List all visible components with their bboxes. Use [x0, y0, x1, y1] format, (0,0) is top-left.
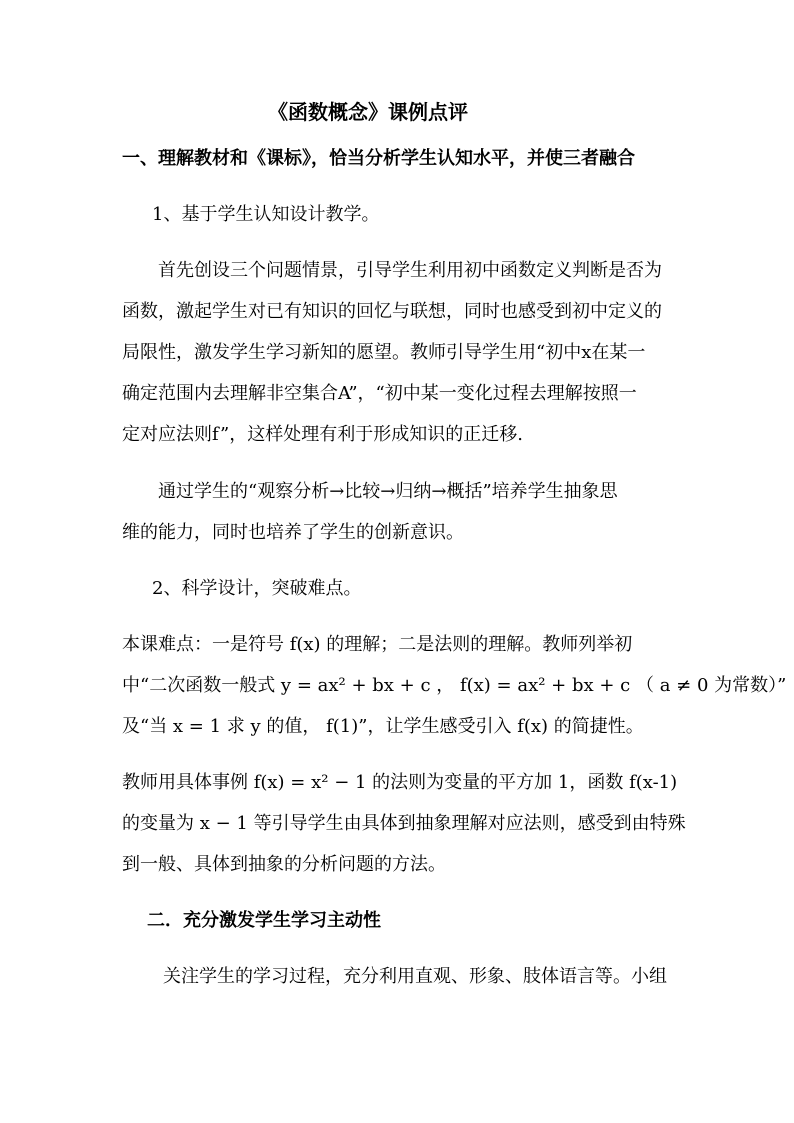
paragraph-1-line-5: 定对应法则f”，这样处理有利于形成知识的正迁移.: [122, 424, 523, 445]
paragraph-2-line-2: 维的能力，同时也培养了学生的创新意识。: [122, 522, 464, 543]
paragraph-1-line-4: 确定范围内去理解非空集合A”，“初中某一变化过程去理解按照一: [122, 383, 637, 404]
paragraph-1-line-2: 函数，激起学生对已有知识的回忆与联想，同时也感受到初中定义的: [122, 301, 662, 322]
section-1-heading: 一、理解教材和《课标》，恰当分析学生认知水平，并使三者融合: [122, 148, 635, 169]
subheading-1: 1、基于学生认知设计教学。: [152, 204, 380, 225]
paragraph-4-line-2: 的变量为 x − 1 等引导学生由具体到抽象理解对应法则，感受到由特殊: [122, 813, 686, 834]
paragraph-4-line-3: 到一般、具体到抽象的分析问题的方法。: [122, 854, 446, 875]
subheading-2: 2、科学设计，突破难点。: [152, 578, 362, 599]
section-2-heading: 二．充分激发学生学习主动性: [147, 910, 381, 931]
document-title: 《函数概念》课例点评: [268, 100, 468, 124]
paragraph-4-line-1: 教师用具体事例 f(x) = x² − 1 的法则为变量的平方加 1，函数 f(x-1): [122, 772, 678, 793]
paragraph-5-line-1: 关注学生的学习过程，充分利用直观、形象、肢体语言等。小组: [163, 966, 667, 987]
paragraph-3-line-2: 中“二次函数一般式 y = ax² + bx + c ， f(x) = ax² + bx + c （ a ≠ 0 为常数）”: [122, 675, 787, 696]
paragraph-1-line-3: 局限性，激发学生学习新知的愿望。教师引导学生用“初中x在某一: [122, 342, 646, 363]
paragraph-3-line-3: 及“当 x = 1 求 y 的值， f(1)”，让学生感受引入 f(x) 的简捷性。: [122, 716, 644, 737]
paragraph-1-line-1: 首先创设三个问题情景，引导学生利用初中函数定义判断是否为: [158, 260, 662, 281]
paragraph-3-line-1: 本课难点：一是符号 f(x) 的理解；二是法则的理解。教师列举初: [122, 634, 633, 655]
paragraph-2-line-1: 通过学生的“观察分析→比较→归纳→概括”培养学生抽象思: [158, 481, 618, 502]
